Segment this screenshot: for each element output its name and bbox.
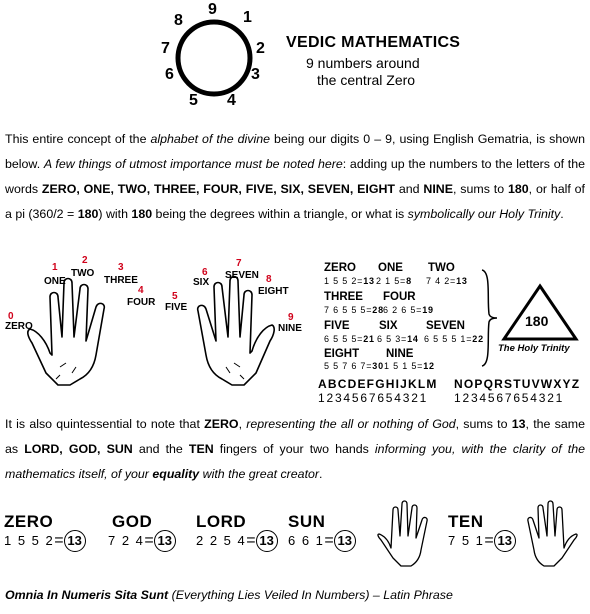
right-hand-word-nine: NINE: [278, 323, 302, 334]
right-hand-word-seven: SEVEN: [225, 270, 259, 281]
intro-paragraph: This entire concept of the alphabet of the divine being our digits 0 – 9, using English Gematria, is shown below. A few things of utmost importance must be noted here: adding up the numbers to the letters of the words ZERO, ONE, TWO, THREE, FOUR, FIVE, SIX, SEVEN, EIGHT and NINE, sums to 180, or half of a pi (360/2 = 180) with 180 being the degrees within a triangle, or what is symbolically our Holy Trinity.: [5, 132, 586, 221]
word13-lord: LORD 2 2 5 4= 13: [196, 512, 278, 552]
trinity-label: The Holy Trinity: [498, 343, 570, 354]
table-word: FIVE: [324, 320, 350, 332]
table-word: EIGHT: [324, 348, 360, 360]
clock-num-3: 3: [251, 66, 261, 83]
latin-phrase: Omnia In Numeris Sita Sunt: [5, 588, 169, 602]
left-hand-num-4: 4: [138, 285, 144, 296]
left-hand-word-three: THREE: [104, 275, 138, 286]
footer-quote: [5, 588, 453, 602]
word13-digits: 7 5 1: [448, 533, 485, 549]
word13-god: GOD 7 2 4= 13: [108, 512, 176, 552]
table-sum: 7 6 5 5 5=28: [324, 305, 384, 315]
latin-translation: (Everything Lies Veiled In Numbers) – Latin Phrase: [168, 588, 453, 602]
table-sum: 6 5 5 5 1=22: [424, 334, 484, 344]
header-subtitle-2: the central Zero: [317, 72, 416, 88]
clock-num-1: 1: [243, 9, 253, 26]
word13-digits: 1 5 5 2: [4, 533, 55, 549]
table-word: FOUR: [383, 291, 416, 303]
clock-num-2: 2: [256, 40, 266, 57]
left-hand-num-3: 3: [118, 262, 124, 273]
table-sum: 1 5 5 2=13: [324, 276, 375, 286]
word13-digits: 7 2 4: [108, 533, 145, 549]
right-hand-word-five: FIVE: [165, 302, 188, 313]
alphabet-digits-2: 1234567654321: [454, 391, 565, 405]
brace-icon: [479, 268, 499, 368]
alphabet-digits-1: 1234567654321: [318, 391, 429, 405]
gematria-table: [320, 262, 488, 370]
word13-sum: 13: [334, 530, 356, 552]
word13-label: GOD: [112, 512, 153, 531]
table-sum: 6 5 3=14: [377, 334, 419, 344]
word13-ten: TEN 7 5 1= 13: [448, 512, 516, 552]
header-subtitle-1: 9 numbers around: [306, 55, 420, 71]
clock-num-6: 6: [165, 66, 175, 83]
left-hand-diagram: [0, 255, 170, 395]
word13-label: LORD: [196, 512, 247, 531]
trinity-number: 180: [525, 313, 549, 329]
word13-sum: 13: [154, 530, 176, 552]
table-sum: 6 5 5 5=21: [324, 334, 375, 344]
table-sum: 7 4 2=13: [426, 276, 468, 286]
clock-num-8: 8: [174, 12, 184, 29]
table-word: TWO: [428, 262, 455, 274]
clock-num-7: 7: [161, 40, 171, 57]
clock-num-5: 5: [189, 92, 199, 109]
right-hand-num-9: 9: [288, 312, 294, 323]
word13-digits: 2 2 5 4: [196, 533, 247, 549]
table-word: SEVEN: [426, 320, 465, 332]
clock-num-9: 9: [208, 1, 218, 18]
right-hand-num-5: 5: [172, 291, 178, 302]
table-sum: 1 5 1 5=12: [384, 361, 435, 371]
word13-sum: 13: [64, 530, 86, 552]
left-hand-word-two: TWO: [71, 268, 95, 279]
left-hand-num-1: 1: [52, 262, 58, 273]
second-paragraph: It is also quintessential to note that ZERO, representing the all or nothing of God, sums to 13, the same as LORD, GOD, SUN and the TEN fingers of your two hands informing you, with the clarity of the mathematics itself, of your equality with the great creator.: [5, 417, 586, 481]
clock-num-4: 4: [227, 92, 237, 109]
table-sum: 6 2 6 5=19: [383, 305, 434, 315]
word13-label: TEN: [448, 512, 484, 531]
word13-sun: SUN 6 6 1= 13: [288, 512, 356, 552]
right-hand-num-7: 7: [236, 258, 242, 269]
word13-label: SUN: [288, 512, 326, 531]
table-word: NINE: [386, 348, 414, 360]
table-word: THREE: [324, 291, 363, 303]
table-word: ONE: [378, 262, 403, 274]
alphabet-letters-1: ABCDEFGHIJKLM: [318, 377, 438, 391]
table-sum: 5 5 7 6 7=30: [324, 361, 384, 371]
word13-label: ZERO: [4, 512, 54, 531]
right-hand-num-6: 6: [202, 267, 208, 278]
right-hand-small-icon: [518, 498, 582, 570]
alphabet-letters-2: NOPQRSTUVWXYZ: [454, 377, 581, 391]
clock-diagram: [158, 0, 274, 112]
word13-sum: 13: [256, 530, 278, 552]
left-hand-word-zero: ZERO: [5, 321, 33, 332]
table-word: ZERO: [324, 262, 356, 274]
word13-zero: ZERO 1 5 5 2= 13: [4, 512, 86, 552]
header-title: VEDIC MATHEMATICS: [286, 34, 461, 51]
left-hand-word-four: FOUR: [127, 297, 156, 308]
words-13-row: [0, 508, 590, 578]
left-hand-word-one: ONE: [44, 276, 66, 287]
table-sum: 2 1 5=8: [376, 276, 412, 286]
right-hand-word-eight: EIGHT: [258, 286, 289, 297]
right-hand-num-8: 8: [266, 274, 272, 285]
right-hand-word-six: SIX: [193, 277, 210, 288]
left-hand-small-icon: [373, 498, 437, 570]
left-hand-num-2: 2: [82, 255, 88, 266]
word13-digits: 6 6 1: [288, 533, 325, 549]
right-hand-diagram: [160, 255, 310, 395]
left-hand-num-0: 0: [8, 311, 14, 322]
table-word: SIX: [379, 320, 398, 332]
word13-sum: 13: [494, 530, 516, 552]
